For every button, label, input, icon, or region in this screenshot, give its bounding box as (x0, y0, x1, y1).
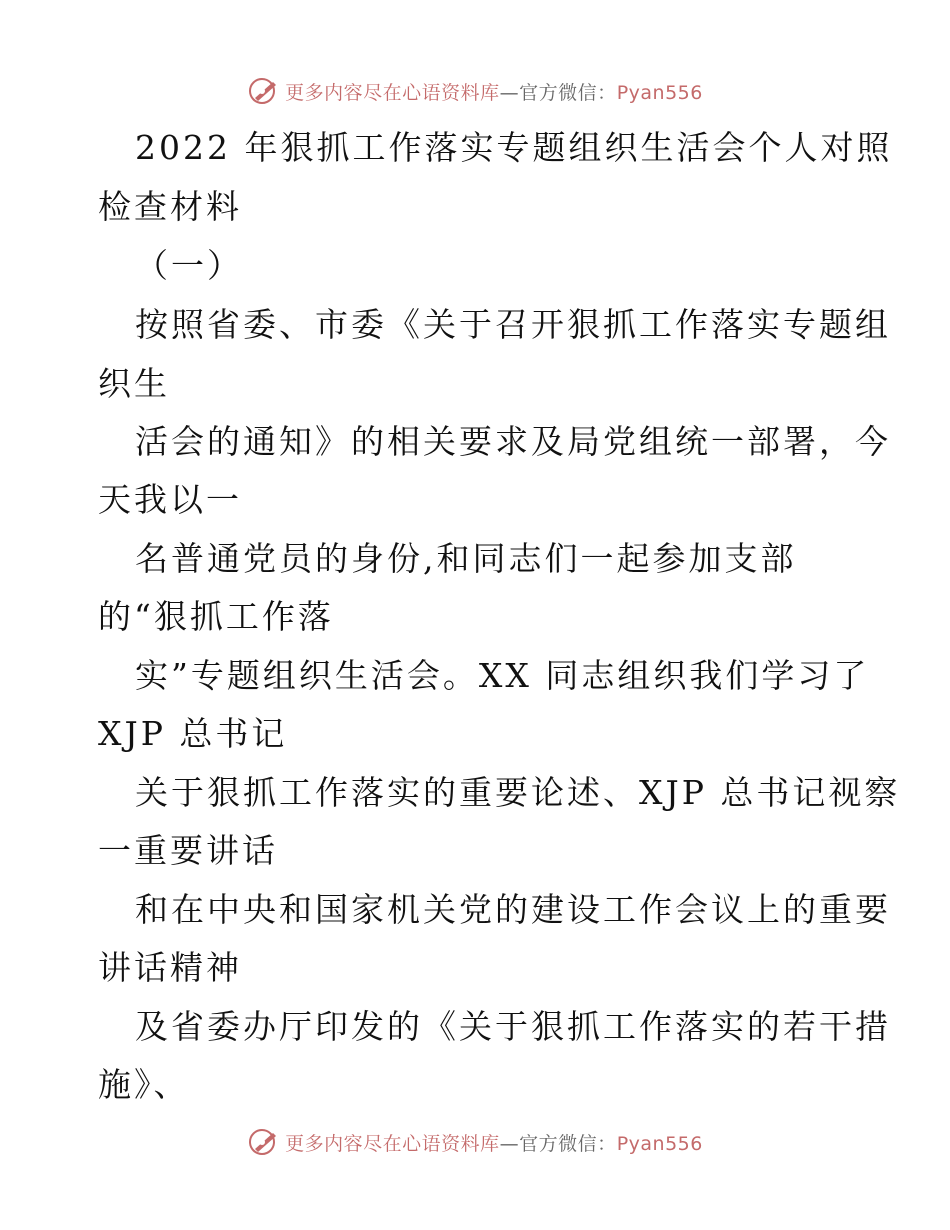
watermark-id: Pyan556 (616, 82, 703, 104)
pen-logo-icon (247, 76, 281, 111)
body-line: XJP 总书记 (98, 714, 288, 753)
body-line: 施》、 (98, 1065, 190, 1104)
header-watermark (0, 76, 950, 111)
title-line-1: 2022 年狠抓工作落实专题组织生活会个人对照 (135, 128, 893, 167)
watermark-id: Pyan556 (616, 1133, 703, 1155)
title-line-2: 检查材料 (98, 187, 242, 226)
watermark-dash: —官方微信： (499, 1133, 617, 1155)
body-line: 及省委办厅印发的《关于狠抓工作落实的若干措 (135, 1007, 891, 1046)
body-line: 织生 (98, 364, 170, 403)
body-line: 和在中央和国家机关党的建设工作会议上的重要 (135, 890, 891, 929)
body-line: 按照省委、市委《关于召开狠抓工作落实专题组 (135, 305, 891, 344)
body-line: 关于狠抓工作落实的重要论述、XJP 总书记视察 (135, 773, 901, 812)
section-number: （一） (135, 246, 243, 285)
body-line: 的“狠抓工作落 (98, 597, 334, 636)
body-line: 一重要讲话 (98, 831, 278, 870)
footer-watermark (0, 1127, 950, 1162)
body-line: 天我以一 (98, 480, 242, 519)
body-line: 活会的通知》的相关要求及局党组统一部署，今 (135, 422, 891, 461)
body-line: 讲话精神 (98, 948, 242, 987)
body-line: 名普通党员的身份,和同志们一起参加支部 (135, 539, 797, 578)
pen-logo-icon (247, 1127, 281, 1162)
watermark-site: 更多内容尽在心语资料库 (285, 82, 500, 104)
watermark-site: 更多内容尽在心语资料库 (285, 1133, 500, 1155)
body-line: 实”专题组织生活会。XX 同志组织我们学习了 (135, 656, 870, 695)
watermark-dash: —官方微信： (499, 82, 617, 104)
